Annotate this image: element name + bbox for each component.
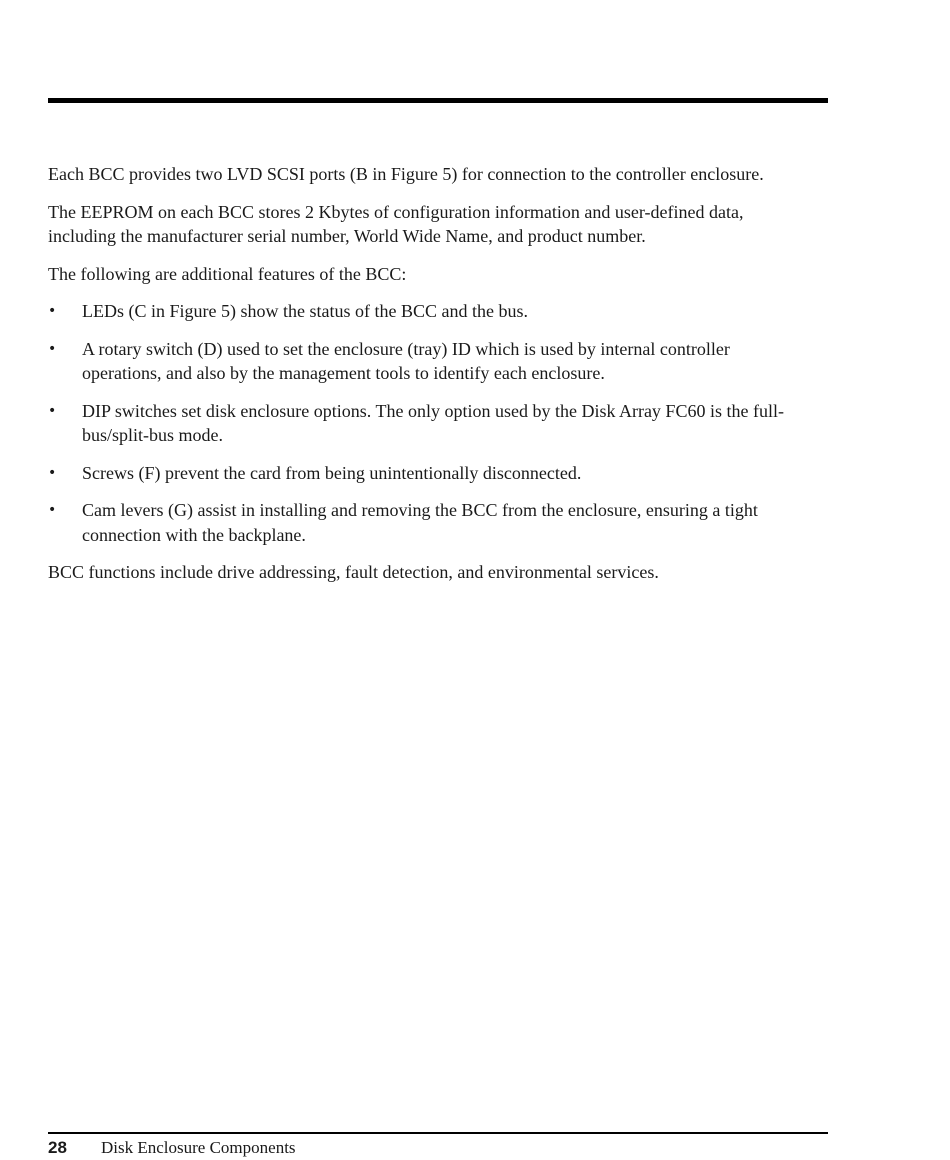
page-footer — [48, 1138, 296, 1160]
bullet-icon: • — [48, 303, 57, 319]
list-item-text: Cam levers (G) assist in installing and removing the BCC from the enclosure, ensuring a tight connection with the backplane. — [82, 500, 758, 545]
list-item-text: Screws (F) prevent the card from being unintentionally disconnected. — [82, 462, 582, 483]
bullet-icon: • — [48, 464, 57, 481]
list-item — [48, 498, 808, 547]
paragraph-scsi-ports: Each BCC provides two LVD SCSI ports (B in Figure 5) for connection to the controller enclosure. — [48, 164, 764, 184]
page-body — [48, 162, 808, 598]
bullet-icon: • — [48, 340, 57, 357]
paragraph-eeprom: The EEPROM on each BCC stores 2 Kbytes of configuration information and user-defined data, including the manufacturer serial number, World Wide Name, and product number. — [48, 201, 744, 246]
bullet-icon: • — [48, 402, 57, 419]
paragraph-features-intro: The following are additional features of the BCC: — [48, 263, 407, 284]
paragraph-bcc-functions: BCC functions include drive addressing, fault detection, and environmental services. — [48, 562, 659, 582]
list-item-text: A rotary switch (D) used to set the enclosure (tray) ID which is used by internal controller operations, and also by the management tools to identify each enclosure. — [82, 338, 730, 383]
header-rule — [48, 98, 828, 103]
features-list — [48, 299, 808, 547]
list-item — [48, 461, 808, 486]
bullet-icon: • — [48, 502, 57, 518]
list-item-text: DIP switches set disk enclosure options. The only option used by the Disk Array FC60 is the full-bus/split-bus mode. — [82, 400, 784, 445]
page-number: 28 — [48, 1138, 67, 1157]
list-item — [48, 399, 808, 448]
list-item — [48, 299, 808, 324]
list-item-text: LEDs (C in Figure 5) show the status of the BCC and the bus. — [82, 301, 528, 321]
footer-section-title: Disk Enclosure Components — [101, 1138, 296, 1157]
footer-rule — [48, 1132, 828, 1134]
list-item — [48, 337, 808, 386]
